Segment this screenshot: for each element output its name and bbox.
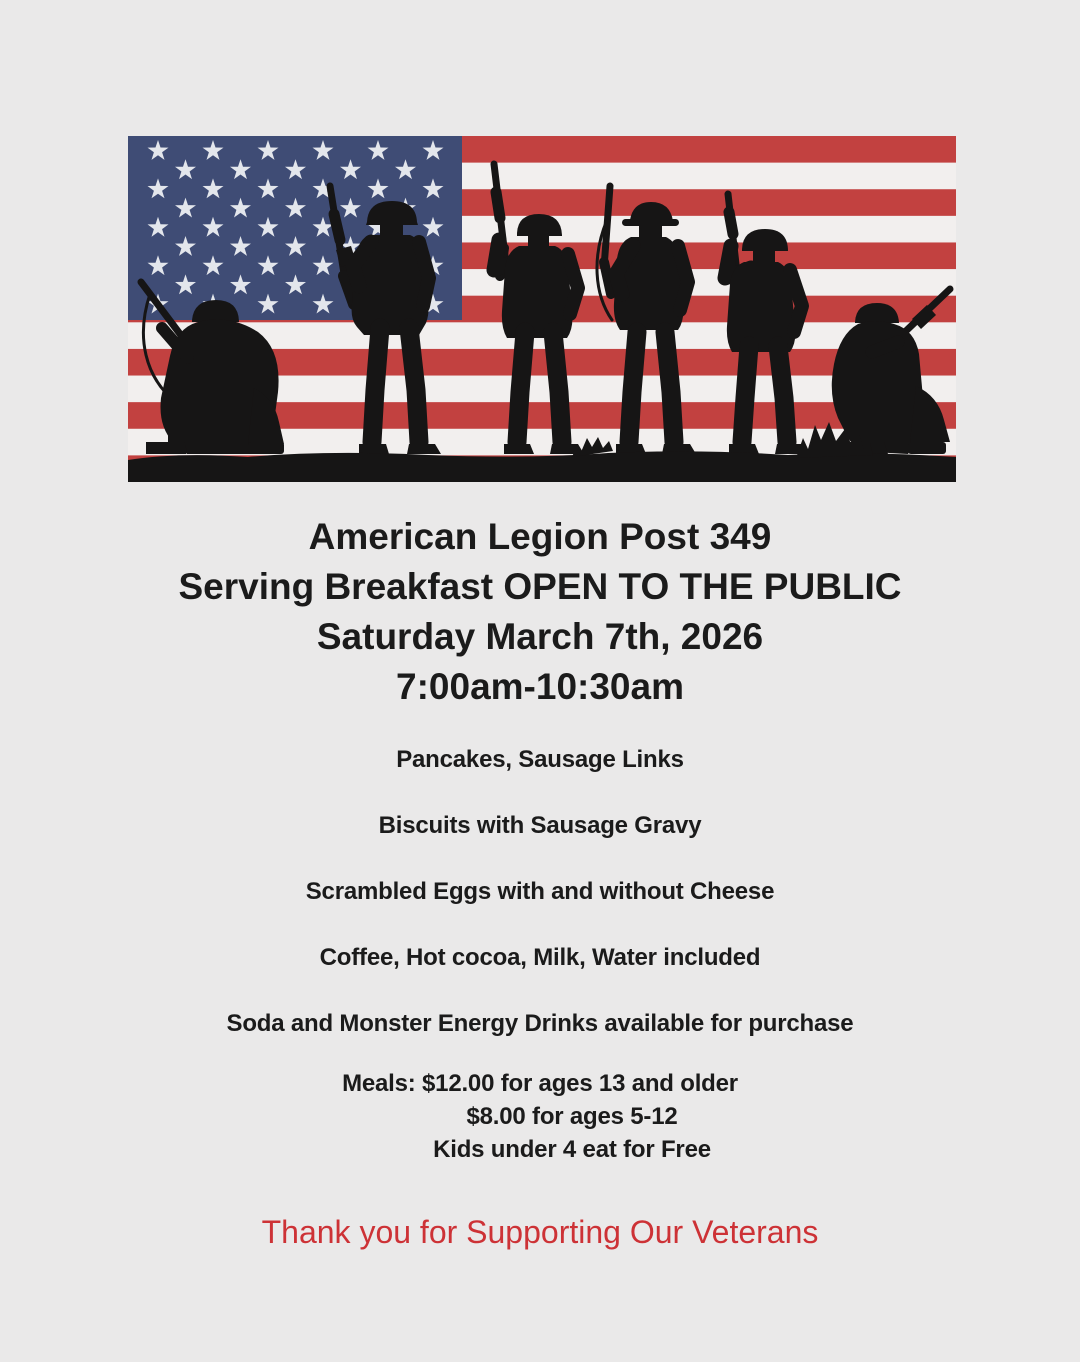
heading-time-line: 7:00am-10:30am xyxy=(396,666,684,707)
heading-event-line: Serving Breakfast OPEN TO THE PUBLIC xyxy=(178,566,902,607)
flag-soldiers-graphic xyxy=(128,136,956,482)
american-flag-soldiers-image xyxy=(128,136,956,482)
pricing-info xyxy=(0,1067,1080,1166)
heading-org-line: American Legion Post 349 xyxy=(308,516,772,557)
menu-item: Biscuits with Sausage Gravy xyxy=(378,812,702,839)
menu-item: Coffee, Hot cocoa, Milk, Water included xyxy=(319,944,761,971)
price-adults-line: Meals: $12.00 for ages 13 and older xyxy=(342,1070,738,1097)
thanks-message: Thank you for Supporting Our Veterans xyxy=(261,1214,819,1250)
heading-date-line: Saturday March 7th, 2026 xyxy=(316,616,764,657)
price-free-line: Kids under 4 eat for Free xyxy=(433,1136,711,1163)
price-kids-line: $8.00 for ages 5-12 xyxy=(466,1103,678,1130)
event-heading xyxy=(0,512,1080,712)
menu-item: Pancakes, Sausage Links xyxy=(396,746,684,773)
menu-item: Soda and Monster Energy Drinks available for purchase xyxy=(226,1010,854,1037)
menu-item: Scrambled Eggs with and without Cheese xyxy=(305,878,775,905)
menu-list xyxy=(0,727,1080,1057)
